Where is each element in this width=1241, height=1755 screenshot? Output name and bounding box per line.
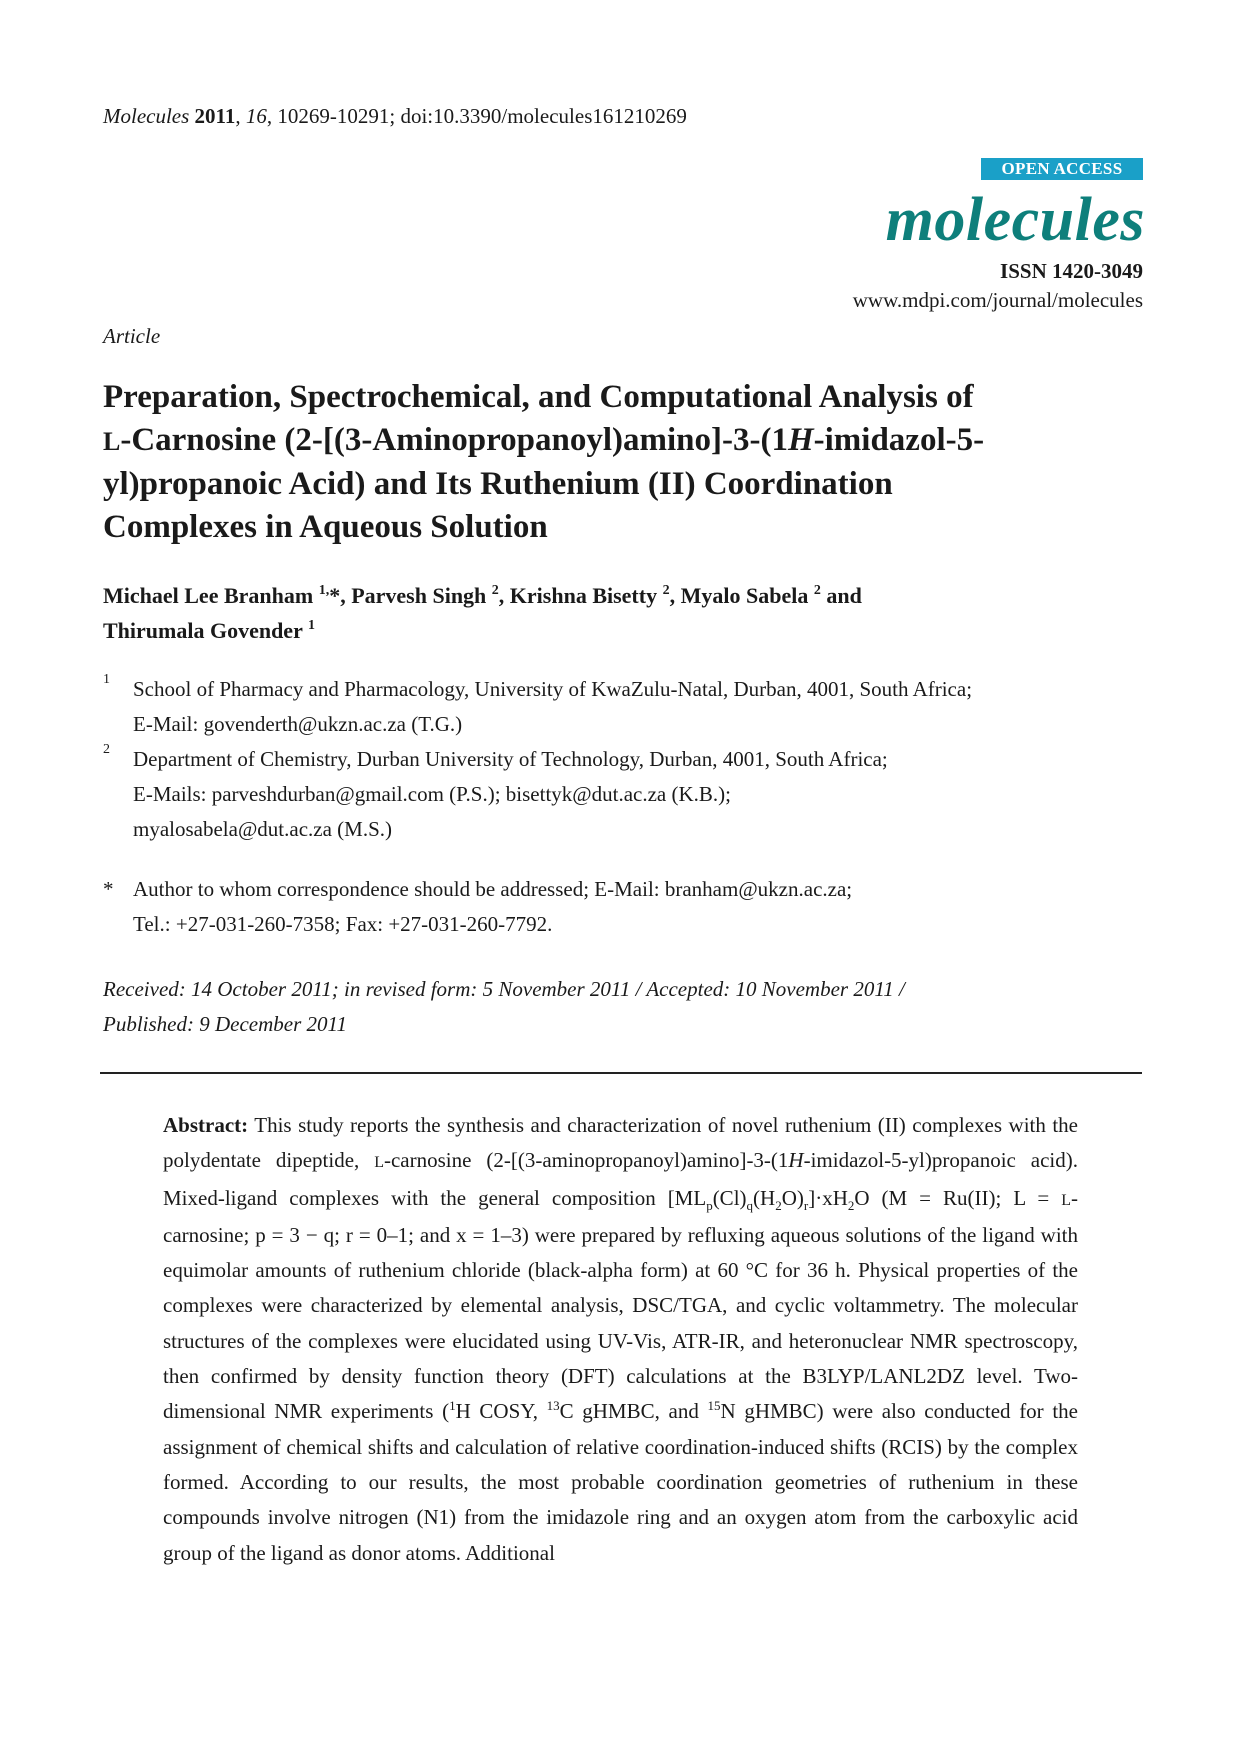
abstract-label: Abstract: — [163, 1113, 249, 1137]
title-line-1: Preparation, Spectrochemical, and Computational Analysis of — [103, 379, 974, 415]
author-affiliation-mark: 2 — [662, 583, 670, 598]
journal-url[interactable]: www.mdpi.com/journal/molecules — [852, 288, 1143, 312]
correspondence-mark: * — [103, 877, 114, 901]
abstract: Abstract: This study reports the synthesis and characterization of novel ruthenium (II) complexes with the polydentate dipeptide, L-carnosine (2-[(3-aminopropanoyl)amino]-3-(1H-imidazol-5-yl)propanoic acid). Mixed-ligand complexes with the general composition $[ML_p(Cl)_q(H_2O)_r]\cdot xH_2O$ (M = Ru(II); L = L-carnosine; p = 3 − q; r = 0–1; and x = 1–3) were prepared by refluxing aqueous solutions of the ligand with equimolar amounts of ruthenium chloride (black-alpha form) at 60 °C for 36 h. Physical properties of the complexes were characterized by elemental analysis, DSC/TGA, and cyclic voltammetry. The molecular structures of the complexes were elucidated using UV-Vis, ATR-IR, and heteronuclear NMR spectroscopy, then confirmed by density function theory (DFT) calculations at the B3LYP/LANL2DZ level. Two-dimensional NMR experiments ($^1$H COSY, $^{13}$C gHMBC, and $^{15}$N gHMBC) were also conducted for the assignment of chemical shifts and calculation of relative coordination-induced shifts (RCIS) by the complex formed. According to our results, the most probable coordination geometries of ruthenium in these compounds involve nitrogen (N1) from the imidazole ring and an oxygen atom from the carboxylic acid group of the ligand as donor atoms. Additional — [163, 1113, 1078, 1565]
citation-volume: 16 — [245, 104, 267, 128]
affiliation-number: 1 — [103, 672, 110, 687]
open-access-badge: OPEN ACCESS — [981, 158, 1143, 180]
article-type: Article — [103, 324, 161, 348]
paper-title — [103, 376, 1143, 549]
author-name: , Myalo Sabela — [669, 583, 809, 608]
author-and: and — [826, 583, 862, 608]
author-name: , Krishna Bisetty — [498, 583, 658, 608]
publication-dates: Received: 14 October 2011; in revised form: 5 November 2011 / Accepted: 10 November 2011 / Published: 9 December 2011 — [103, 977, 905, 1036]
author-line-1 — [103, 578, 1143, 613]
author-list — [103, 578, 1143, 648]
citation-header: Molecules 2011, 16, 10269-10291; doi:10.3390/molecules161210269 — [103, 104, 687, 128]
correspondence-info: Author to whom correspondence should be addressed; E-Mail: branham@ukzn.ac.za; Tel.: +27-031-260-7358; Fax: +27-031-260-7792. — [133, 877, 853, 936]
author-affiliation-mark: 1, — [318, 583, 330, 598]
author-name: Thirumala Govender — [103, 618, 303, 643]
affiliation-1: School of Pharmacy and Pharmacology, University of KwaZulu-Natal, Durban, 4001, South Africa; E-Mail: govenderth@ukzn.ac.za (T.G.) — [133, 677, 973, 736]
author-affiliation-mark: 1 — [307, 618, 315, 633]
affiliation-number: 2 — [103, 742, 110, 757]
corresponding-star: * — [329, 583, 341, 608]
citation-pages-doi: , 10269-10291; doi:10.3390/molecules161210269 — [266, 104, 687, 128]
issn: ISSN 1420-3049 — [1000, 259, 1143, 283]
title-line-2: L-Carnosine (2-[(3-Aminopropanoyl)amino]-3-(1H-imidazol-5- — [103, 422, 985, 458]
section-divider — [100, 1072, 1142, 1074]
affiliation-2: Department of Chemistry, Durban University of Technology, Durban, 4001, South Africa; E-Mails: parveshdurban@gmail.com (P.S.); bisettyk@dut.ac.za (K.B.); myalosabela@dut.ac.za (M.S.) — [133, 747, 888, 841]
author-name: Michael Lee Branham — [103, 583, 314, 608]
title-line-4: Complexes in Aqueous Solution — [103, 509, 548, 545]
author-name: , Parvesh Singh — [340, 583, 487, 608]
author-affiliation-mark: 2 — [491, 583, 499, 598]
journal-logo: molecules — [885, 186, 1145, 254]
citation-year: 2011 — [194, 104, 236, 128]
journal-short-name: Molecules — [103, 104, 190, 128]
author-affiliation-mark: 2 — [813, 583, 821, 598]
author-line-2 — [103, 613, 1143, 648]
title-line-3: yl)propanoic Acid) and Its Ruthenium (II) Coordination — [103, 466, 893, 502]
